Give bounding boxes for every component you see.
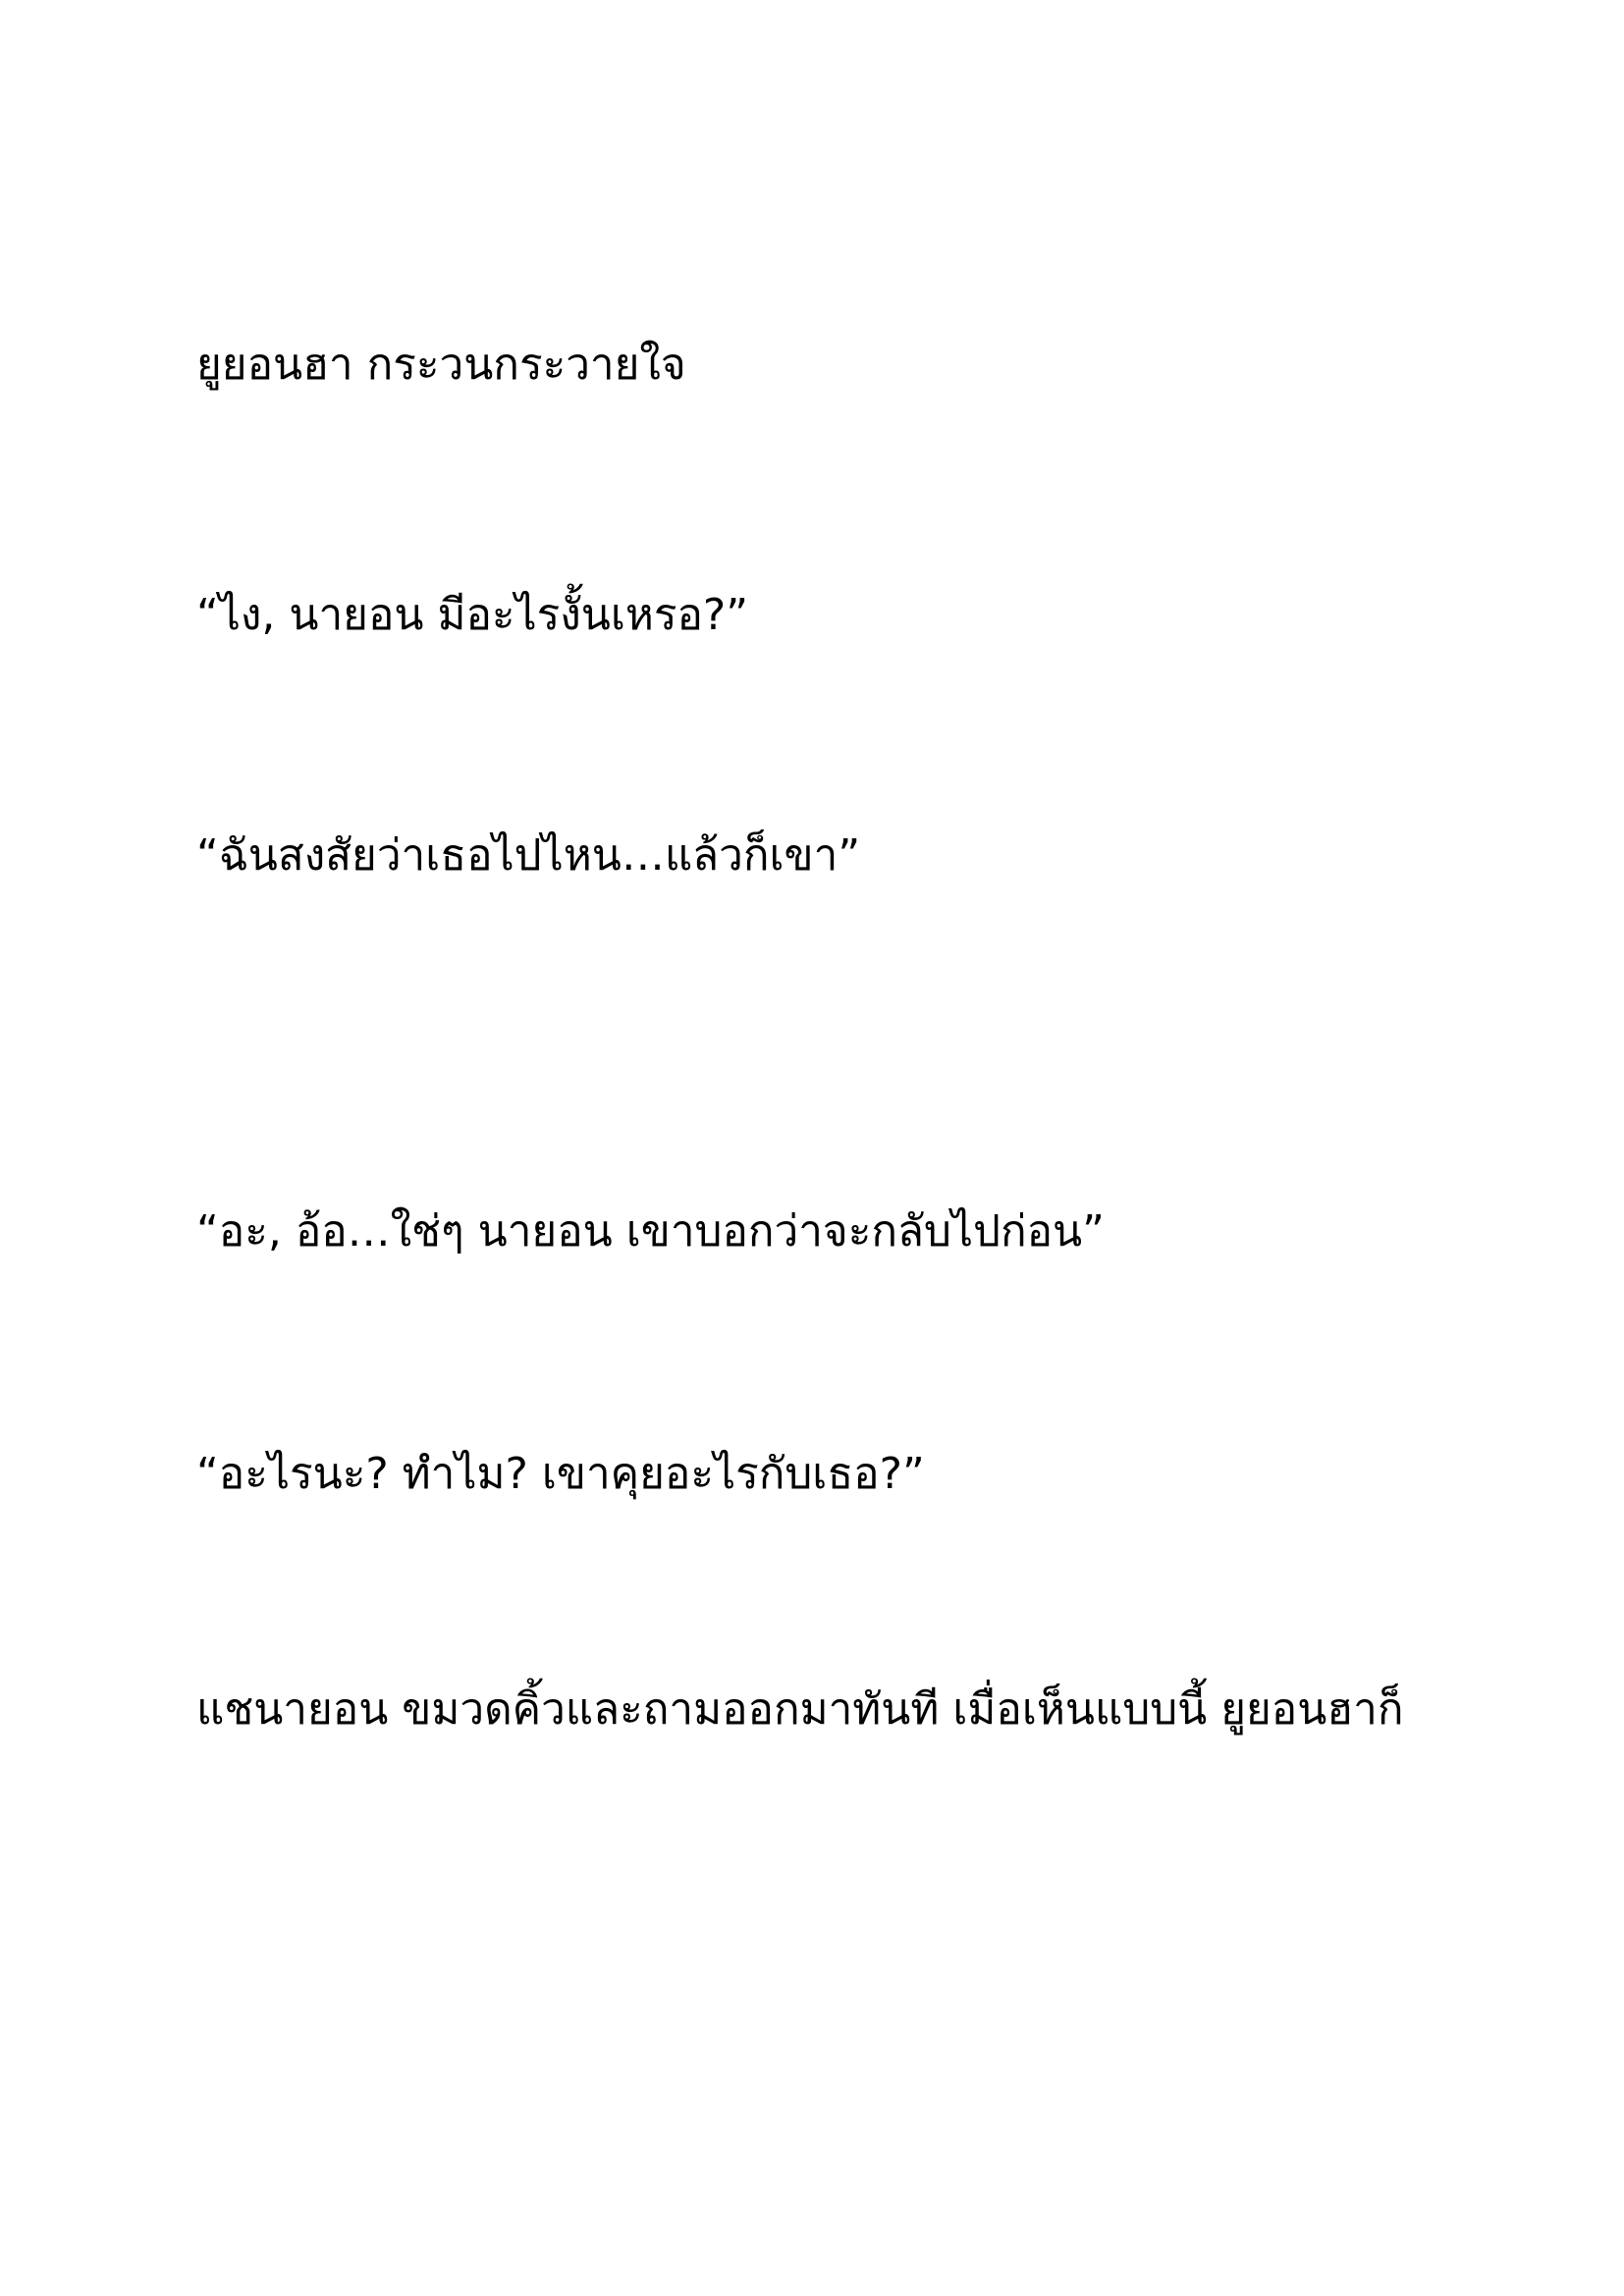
dialogue-line: “อะ, อ้อ…ใช่ๆ นายอน เขาบอกว่าจะกลับไปก่อน” (196, 1206, 1105, 1256)
dialogue-line: “อะไรนะ? ทำไม? เขาคุยอะไรกับเธอ?” (196, 1449, 925, 1499)
narration-paragraph: ยูยอนฮา กระวนกระวายใจ (196, 340, 686, 390)
dialogue-line: “ฉันสงสัยว่าเธอไปไหน…แล้วก็เขา” (196, 830, 861, 881)
narration-paragraph: แชนายอน ขมวดคิ้วและถามออกมาทันที เมื่อเห็นแบบนี้ ยูยอนฮาก็ (196, 1684, 1404, 1735)
dialogue-line: “ไง, นายอน มีอะไรงั้นเหรอ?” (196, 590, 749, 640)
